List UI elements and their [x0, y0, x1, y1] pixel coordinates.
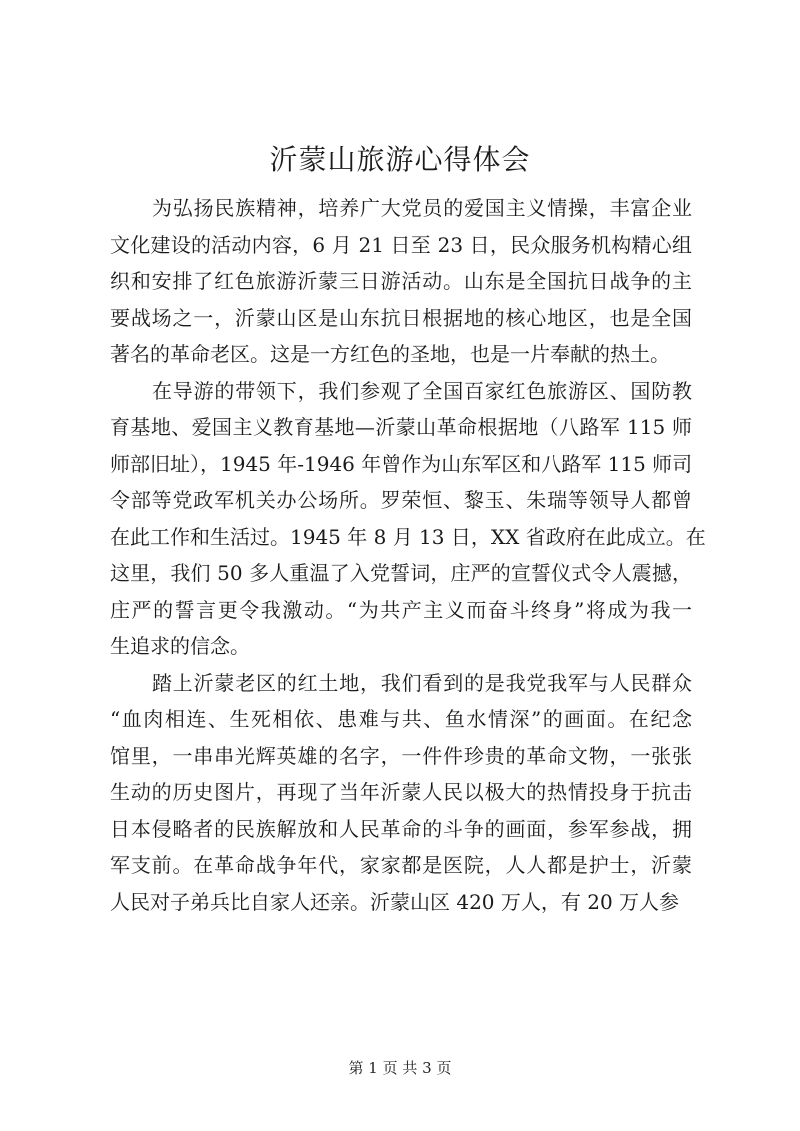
paragraph-3 — [110, 665, 692, 921]
paragraph-line: “血肉相连、生死相依、患难与共、鱼水情深”的画面。在纪念 — [110, 707, 692, 731]
paragraph-line: 令部等党政军机关办公场所。罗荣恒、黎玉、朱瑞等领导人都曾 — [110, 488, 692, 512]
paragraph-line: 要战场之一，沂蒙山区是山东抗日根据地的核心地区，也是全国 — [110, 305, 692, 330]
paragraph-line: 在导游的带领下，我们参观了全国百家红色旅游区、国防教 — [152, 378, 692, 403]
paragraph-line: 生动的历史图片，再现了当年沂蒙人民以极大的热情投身于抗击 — [110, 780, 692, 804]
paragraph-line: 日本侵略者的民族解放和人民革命的斗争的画面，参军参战，拥 — [110, 816, 692, 841]
document-body — [110, 190, 706, 920]
paragraph-1 — [110, 190, 692, 373]
paragraph-line: 馆里，一串串光辉英雄的名字，一件件珍贵的革命文物，一张张 — [110, 743, 692, 768]
paragraph-line: 著名的革命老区。这是一方红色的圣地，也是一片奉献的热土。 — [110, 342, 670, 366]
page-title: 沂蒙山旅游心得体会 — [269, 143, 531, 176]
paragraph-line: 军支前。在革命战争年代，家家都是医院，人人都是护士，沂蒙 — [110, 853, 692, 877]
paragraph-line: 踏上沂蒙老区的红土地，我们看到的是我党我军与人民群众 — [152, 670, 692, 695]
paragraph-line: 在此工作和生活过。1945 年 8 月 13 日，XX 省政府在此成立。在 — [110, 524, 706, 549]
paragraph-line: 庄严的誓言更令我激动。“为共产主义而奋斗终身”将成为我一 — [110, 597, 692, 622]
paragraph-line: 生追求的信念。 — [110, 634, 250, 658]
paragraph-line: 人民对子弟兵比自家人还亲。沂蒙山区 420 万人，有 20 万人参 — [110, 889, 680, 914]
paragraph-line: 为弘扬民族精神，培养广大党员的爱国主义情操，丰富企业 — [152, 196, 692, 220]
paragraph-line: 育基地、爱国主义教育基地—沂蒙山革命根据地（八路军 115 师 — [110, 415, 692, 439]
paragraph-line: 织和安排了红色旅游沂蒙三日游活动。山东是全国抗日战争的主 — [110, 269, 692, 293]
paragraph-line: 这里，我们 50 多人重温了入党誓词，庄严的宣誓仪式令人震撼， — [110, 561, 692, 585]
page-number: 第 1 页 共 3 页 — [348, 1059, 452, 1077]
paragraph-2 — [110, 373, 706, 665]
paragraph-line: 文化建设的活动内容，6 月 21 日至 23 日，民众服务机构精心组 — [110, 232, 692, 257]
paragraph-line: 师部旧址），1945 年-1946 年曾作为山东军区和八路军 115 师司 — [110, 451, 693, 476]
